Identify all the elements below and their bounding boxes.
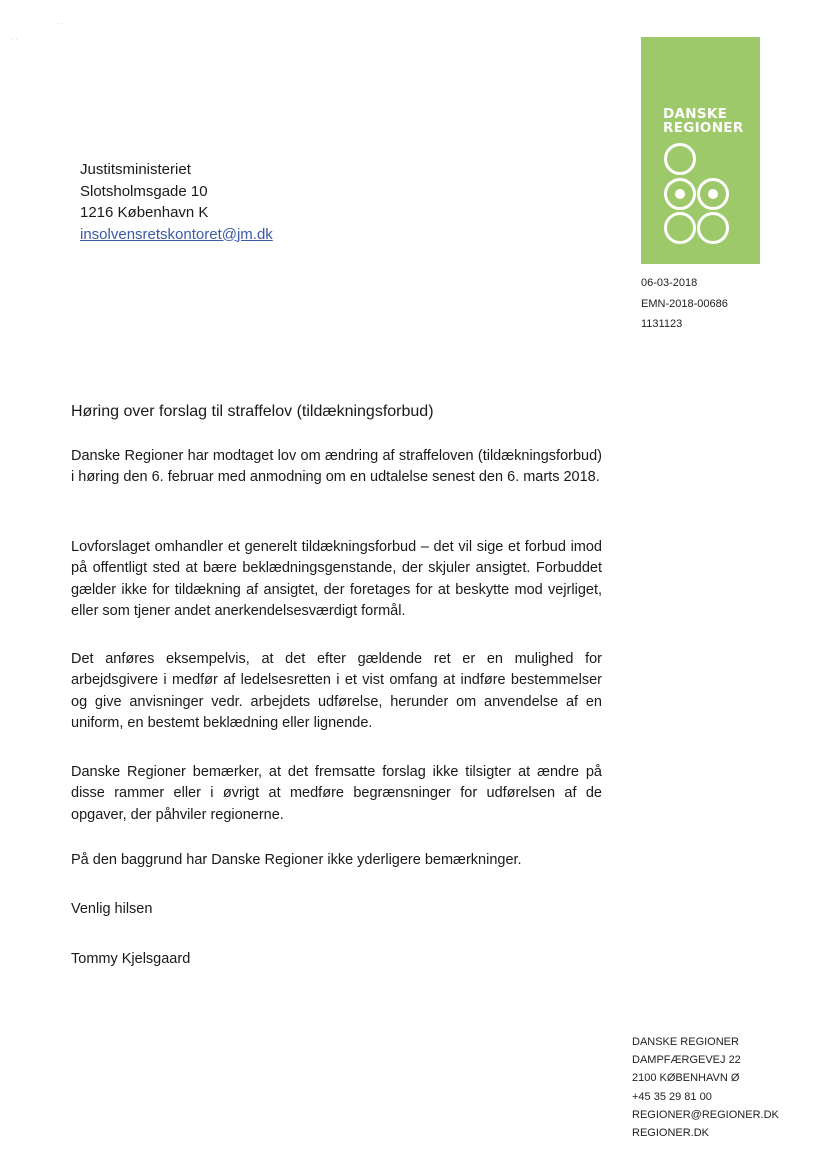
document-references bbox=[641, 273, 728, 335]
body-paragraph: Danske Regioner bemærker, at det fremsatte forslag ikke tilsigter at ændre på disse rammer eller i øvrigt at medføre begrænsninger for udførelsen af de opgaver, der påhviler regionerne. bbox=[71, 764, 602, 823]
body-paragraph: På den baggrund har Danske Regioner ikke yderligere bemærkninger. bbox=[71, 852, 522, 868]
danske-regioner-logo bbox=[641, 37, 760, 264]
logo-text-line2: REGIONER bbox=[663, 120, 744, 136]
logo-circles-icon bbox=[641, 37, 760, 264]
recipient-city: 1216 København K bbox=[80, 204, 209, 221]
recipient-email-link[interactable]: insolvensretskontoret@jm.dk bbox=[80, 225, 273, 243]
footer-phone: +45 35 29 81 00 bbox=[632, 1090, 712, 1103]
document-number: 1131123 bbox=[641, 318, 683, 330]
letter-subject: Høring over forslag til straffelov (tildækningsforbud) bbox=[71, 403, 434, 420]
body-paragraph: Lovforslaget omhandler et generelt tildækningsforbud – det vil sige et forbud imod på offentligt sted at bære beklædningsgenstande, der skjuler ansigtet. Forbuddet gælder ikke for tildækning af ansigtet, der foretages for at beskytte mod vejrliget, eller som tjener andet anerkendelsesværdigt formål. bbox=[71, 539, 602, 619]
case-number: EMN-2018-00686 bbox=[641, 297, 728, 310]
closing-greeting: Venlig hilsen bbox=[71, 901, 153, 917]
footer-org: DANSKE REGIONER bbox=[632, 1036, 739, 1048]
recipient-address bbox=[80, 159, 273, 245]
recipient-street: Slotsholmsgade 10 bbox=[80, 182, 208, 200]
body-paragraph: Det anføres eksempelvis, at det efter gældende ret er en mulighed for arbejdsgivere i medfør af ledelsesretten i et vist omfang at indføre bestemmelser og give anvisninger vedr. arbejdets udførelse, herunder om anvendelse af en uniform, en bestemt beklædning eller lignende. bbox=[71, 651, 602, 731]
scan-speck: ˙ ˙ bbox=[12, 40, 18, 46]
scan-speck: ˙ ˙ bbox=[58, 24, 64, 30]
letter-date: 06-03-2018 bbox=[641, 277, 698, 289]
footer-email: REGIONER@REGIONER.DK bbox=[632, 1108, 779, 1121]
sender-footer bbox=[632, 1033, 779, 1142]
logo-text-line1: DANSKE bbox=[663, 106, 728, 122]
footer-street: DAMPFÆRGEVEJ 22 bbox=[632, 1054, 741, 1067]
recipient-name: Justitsministeriet bbox=[80, 161, 191, 178]
body-paragraph: Danske Regioner har modtaget lov om ændring af straffeloven (tildækningsforbud) i høring den 6. februar med anmodning om en udtalelse senest den 6. marts 2018. bbox=[71, 448, 602, 486]
signature-name: Tommy Kjelsgaard bbox=[71, 951, 191, 967]
footer-web: REGIONER.DK bbox=[632, 1127, 710, 1140]
footer-city: 2100 KØBENHAVN Ø bbox=[632, 1072, 740, 1085]
